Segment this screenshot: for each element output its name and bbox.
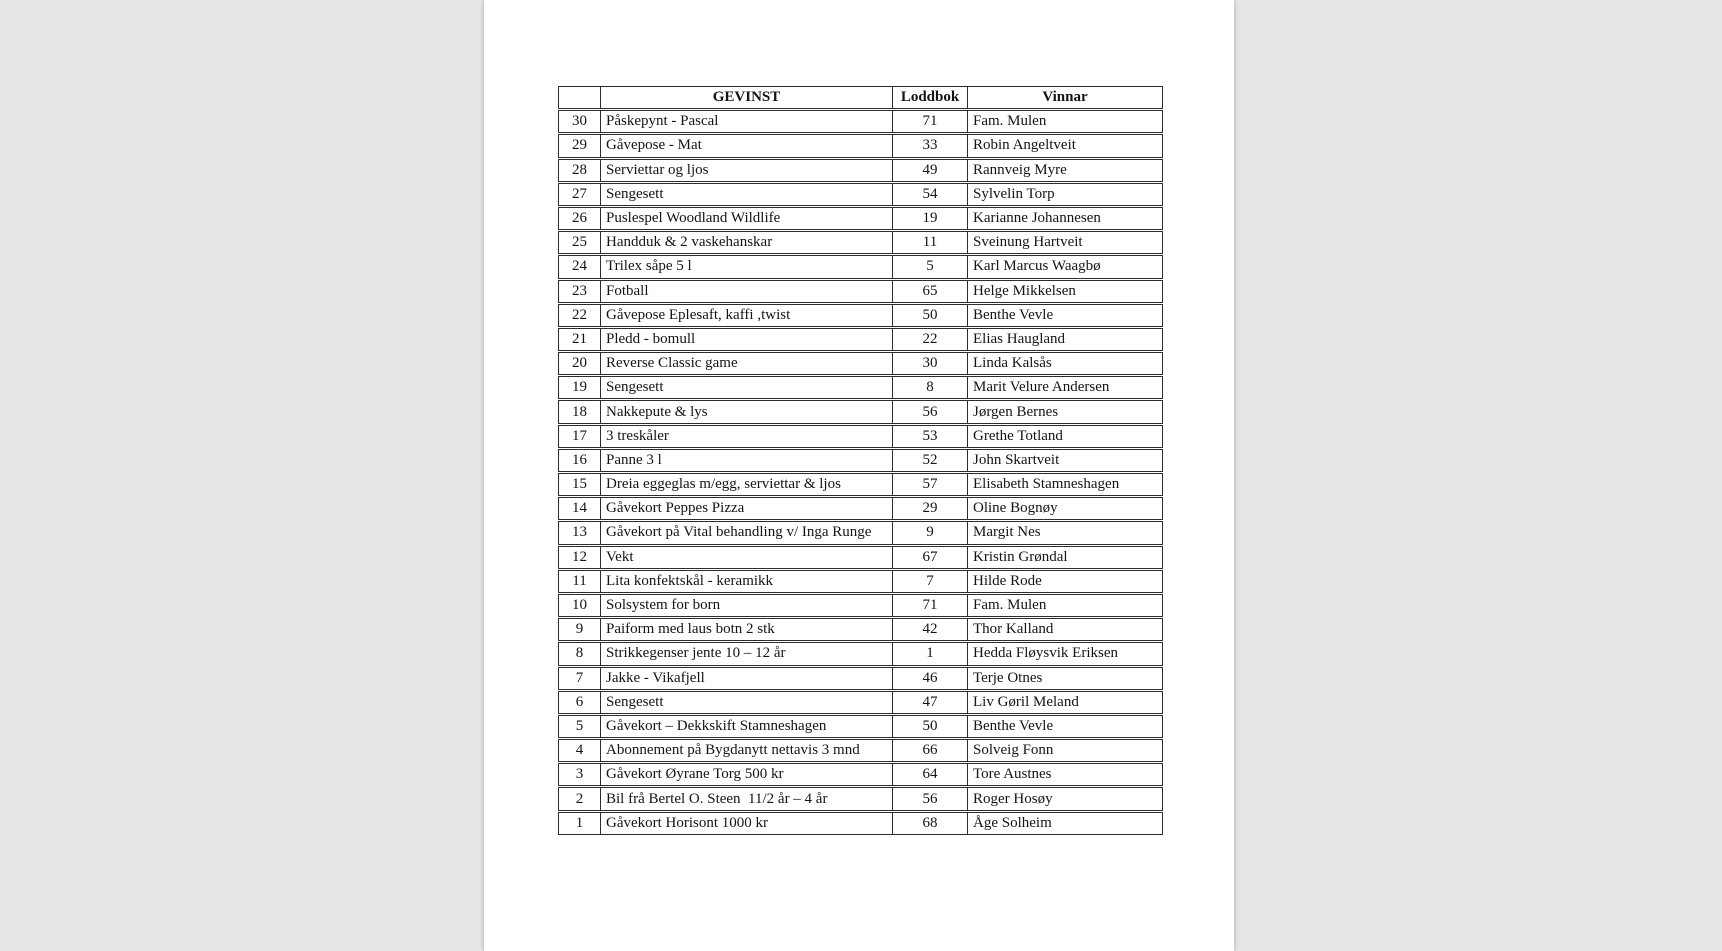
winner-cell: Benthe Vevle: [968, 715, 1163, 738]
winner-cell: Robin Angeltveit: [968, 134, 1163, 157]
ticket-number-cell: 54: [893, 183, 968, 206]
prize-cell: Nakkepute & lys: [601, 400, 893, 423]
prize-number-cell: 10: [558, 594, 601, 617]
prize-number-cell: 30: [558, 110, 601, 133]
prize-cell: Dreia eggeglas m/egg, serviettar & ljos: [601, 473, 893, 496]
ticket-number-cell: 50: [893, 304, 968, 327]
prize-number-cell: 15: [558, 473, 601, 496]
winner-cell: Tore Austnes: [968, 763, 1163, 786]
ticket-number-cell: 9: [893, 521, 968, 544]
prize-cell: Solsystem for born: [601, 594, 893, 617]
winner-cell: Linda Kalsås: [968, 352, 1163, 375]
header-cell-gevinst: GEVINST: [601, 86, 893, 109]
prize-cell: Jakke - Vikafjell: [601, 667, 893, 690]
ticket-number-cell: 46: [893, 667, 968, 690]
prize-cell: Påskepynt - Pascal: [601, 110, 893, 133]
prize-cell: Pledd - bomull: [601, 328, 893, 351]
prize-cell: Gåvepose Eplesaft, kaffi ,twist: [601, 304, 893, 327]
ticket-number-cell: 68: [893, 812, 968, 835]
ticket-number-cell: 66: [893, 739, 968, 762]
prize-number-cell: 4: [558, 739, 601, 762]
prize-number-cell: 20: [558, 352, 601, 375]
table-row: [558, 546, 1163, 569]
prize-cell: Fotball: [601, 280, 893, 303]
winner-cell: Jørgen Bernes: [968, 400, 1163, 423]
prize-cell: Vekt: [601, 546, 893, 569]
prize-number-cell: 21: [558, 328, 601, 351]
winner-cell: Åge Solheim: [968, 812, 1163, 835]
ticket-number-cell: 42: [893, 618, 968, 641]
table-row: [558, 667, 1163, 690]
ticket-number-cell: 49: [893, 159, 968, 182]
prize-number-cell: 17: [558, 425, 601, 448]
prize-cell: Panne 3 l: [601, 449, 893, 472]
ticket-number-cell: 22: [893, 328, 968, 351]
prize-number-cell: 13: [558, 521, 601, 544]
prize-cell: Gåvekort Peppes Pizza: [601, 497, 893, 520]
prize-number-cell: 24: [558, 255, 601, 278]
winner-cell: Fam. Mulen: [968, 110, 1163, 133]
table-row: [558, 183, 1163, 206]
prize-cell: Gåvekort – Dekkskift Stamneshagen: [601, 715, 893, 738]
ticket-number-cell: 29: [893, 497, 968, 520]
table-row: [558, 110, 1163, 133]
ticket-number-cell: 56: [893, 787, 968, 810]
prize-cell: Sengesett: [601, 376, 893, 399]
prize-number-cell: 7: [558, 667, 601, 690]
ticket-number-cell: 64: [893, 763, 968, 786]
prize-cell: Handduk & 2 vaskehanskar: [601, 231, 893, 254]
table-row: [558, 376, 1163, 399]
winner-cell: Benthe Vevle: [968, 304, 1163, 327]
table-row: [558, 715, 1163, 738]
winner-cell: Sveinung Hartveit: [968, 231, 1163, 254]
winner-cell: Helge Mikkelsen: [968, 280, 1163, 303]
prize-number-cell: 25: [558, 231, 601, 254]
prize-cell: 3 treskåler: [601, 425, 893, 448]
ticket-number-cell: 50: [893, 715, 968, 738]
ticket-number-cell: 1: [893, 642, 968, 665]
table-row: [558, 812, 1163, 835]
winner-cell: Marit Velure Andersen: [968, 376, 1163, 399]
table-row: [558, 570, 1163, 593]
ticket-number-cell: 5: [893, 255, 968, 278]
prize-cell: Bil frå Bertel O. Steen 11/2 år – 4 år: [601, 787, 893, 810]
winner-cell: Elias Haugland: [968, 328, 1163, 351]
table-row: [558, 134, 1163, 157]
prize-number-cell: 23: [558, 280, 601, 303]
prize-number-cell: 16: [558, 449, 601, 472]
winner-cell: Grethe Totland: [968, 425, 1163, 448]
winner-cell: Thor Kalland: [968, 618, 1163, 641]
table-row: [558, 207, 1163, 230]
winner-cell: Solveig Fonn: [968, 739, 1163, 762]
ticket-number-cell: 33: [893, 134, 968, 157]
table-row: [558, 642, 1163, 665]
winner-cell: Margit Nes: [968, 521, 1163, 544]
ticket-number-cell: 52: [893, 449, 968, 472]
prize-number-cell: 12: [558, 546, 601, 569]
prize-cell: Strikkegenser jente 10 – 12 år: [601, 642, 893, 665]
ticket-number-cell: 47: [893, 691, 968, 714]
table-row: [558, 787, 1163, 810]
prize-cell: Reverse Classic game: [601, 352, 893, 375]
ticket-number-cell: 8: [893, 376, 968, 399]
prize-cell: Gåvekort på Vital behandling v/ Inga Runge: [601, 521, 893, 544]
winner-cell: Karianne Johannesen: [968, 207, 1163, 230]
prize-cell: Lita konfektskål - keramikk: [601, 570, 893, 593]
prize-number-cell: 9: [558, 618, 601, 641]
prize-cell: Trilex såpe 5 l: [601, 255, 893, 278]
winner-cell: Terje Otnes: [968, 667, 1163, 690]
winner-cell: Oline Bognøy: [968, 497, 1163, 520]
winner-cell: Roger Hosøy: [968, 787, 1163, 810]
table-row: [558, 280, 1163, 303]
ticket-number-cell: 7: [893, 570, 968, 593]
prize-cell: Paiform med laus botn 2 stk: [601, 618, 893, 641]
winner-cell: Sylvelin Torp: [968, 183, 1163, 206]
table-row: [558, 400, 1163, 423]
table-row: [558, 594, 1163, 617]
ticket-number-cell: 67: [893, 546, 968, 569]
winner-cell: Elisabeth Stamneshagen: [968, 473, 1163, 496]
document-page: [484, 0, 1234, 951]
ticket-number-cell: 65: [893, 280, 968, 303]
winner-cell: John Skartveit: [968, 449, 1163, 472]
prize-number-cell: 8: [558, 642, 601, 665]
prize-cell: Sengesett: [601, 691, 893, 714]
ticket-number-cell: 19: [893, 207, 968, 230]
table-row: [558, 497, 1163, 520]
ticket-number-cell: 56: [893, 400, 968, 423]
ticket-number-cell: 57: [893, 473, 968, 496]
prize-cell: Sengesett: [601, 183, 893, 206]
header-cell-number: [558, 86, 601, 109]
prize-number-cell: 19: [558, 376, 601, 399]
table-row: [558, 739, 1163, 762]
winner-cell: Fam. Mulen: [968, 594, 1163, 617]
prize-number-cell: 5: [558, 715, 601, 738]
winner-cell: Hedda Fløysvik Eriksen: [968, 642, 1163, 665]
winner-cell: Rannveig Myre: [968, 159, 1163, 182]
table-row: [558, 304, 1163, 327]
table-row: [558, 691, 1163, 714]
prize-number-cell: 11: [558, 570, 601, 593]
prize-cell: Serviettar og ljos: [601, 159, 893, 182]
prize-cell: Puslespel Woodland Wildlife: [601, 207, 893, 230]
table-row: [558, 352, 1163, 375]
ticket-number-cell: 71: [893, 110, 968, 133]
winner-cell: Kristin Grøndal: [968, 546, 1163, 569]
prize-number-cell: 29: [558, 134, 601, 157]
winner-cell: Karl Marcus Waagbø: [968, 255, 1163, 278]
prize-number-cell: 3: [558, 763, 601, 786]
prize-number-cell: 14: [558, 497, 601, 520]
prize-number-cell: 1: [558, 812, 601, 835]
prize-number-cell: 18: [558, 400, 601, 423]
table-row: [558, 449, 1163, 472]
table-header-row: [558, 86, 1163, 109]
prize-number-cell: 27: [558, 183, 601, 206]
table-row: [558, 159, 1163, 182]
prize-cell: Gåvepose - Mat: [601, 134, 893, 157]
prize-number-cell: 26: [558, 207, 601, 230]
table-row: [558, 618, 1163, 641]
winner-cell: Liv Gøril Meland: [968, 691, 1163, 714]
prize-number-cell: 22: [558, 304, 601, 327]
table-row: [558, 255, 1163, 278]
table-row: [558, 328, 1163, 351]
prize-cell: Abonnement på Bygdanytt nettavis 3 mnd: [601, 739, 893, 762]
prize-number-cell: 2: [558, 787, 601, 810]
table-row: [558, 473, 1163, 496]
prize-cell: Gåvekort Horisont 1000 kr: [601, 812, 893, 835]
table-row: [558, 521, 1163, 544]
ticket-number-cell: 71: [893, 594, 968, 617]
header-cell-loddbok: Loddbok: [893, 86, 968, 109]
prize-number-cell: 28: [558, 159, 601, 182]
table-row: [558, 425, 1163, 448]
header-cell-vinnar: Vinnar: [968, 86, 1163, 109]
ticket-number-cell: 53: [893, 425, 968, 448]
table-row: [558, 231, 1163, 254]
prize-cell: Gåvekort Øyrane Torg 500 kr: [601, 763, 893, 786]
ticket-number-cell: 11: [893, 231, 968, 254]
winner-cell: Hilde Rode: [968, 570, 1163, 593]
lottery-results-table: [558, 85, 1163, 836]
ticket-number-cell: 30: [893, 352, 968, 375]
prize-number-cell: 6: [558, 691, 601, 714]
table-row: [558, 763, 1163, 786]
